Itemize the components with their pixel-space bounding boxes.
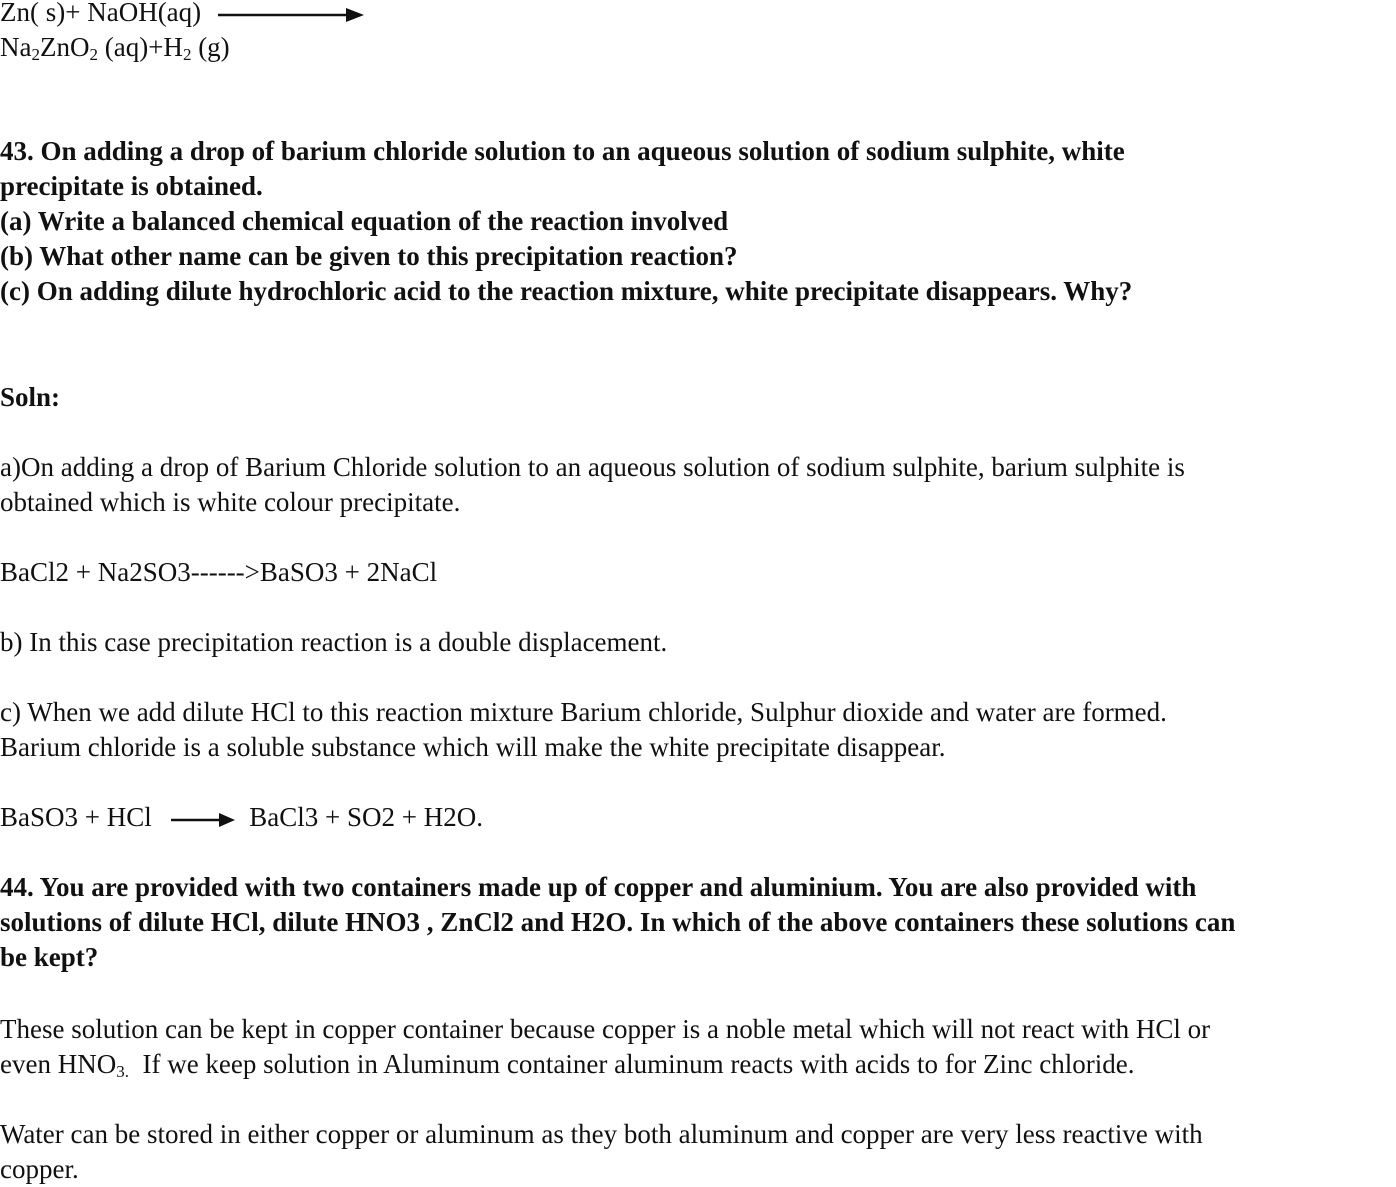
solution-heading: Soln:	[0, 382, 61, 412]
solution-equation-1: BaCl2 + Na2SO3------>BaSO3 + 2NaCl	[0, 557, 438, 587]
q43-part-c: (c) On adding dilute hydrochloric acid to the reaction mixture, white precipitate disappears. Why?	[0, 276, 1133, 306]
q44-answer-1-line-2: even $HNO_{3.}$ If we keep solution in Aluminum container aluminum reacts with acids to for Zinc chloride.	[0, 1049, 1135, 1081]
q44-title-line-3: be kept?	[0, 942, 99, 972]
equation-2-left: BaSO3 + HCl	[0, 802, 152, 832]
q44-answer-1-line-1: These solution can be kept in copper container because copper is a noble metal which will not react with HCl or	[0, 1014, 1211, 1044]
top-equation-products: $Na_2ZnO_2$ $(aq)+H_2$ (g)	[0, 32, 230, 64]
reaction-arrow-icon	[169, 812, 237, 828]
solution-b-line: b) In this case precipitation reaction is a double displacement.	[0, 627, 668, 657]
q43-title-line-2: precipitate is obtained.	[0, 171, 263, 201]
q43-part-b: (b) What other name can be given to this precipitation reaction?	[0, 241, 738, 271]
q43-part-a: (a) Write a balanced chemical equation of the reaction involved	[0, 206, 729, 236]
equation-2-right: BaCl3 + SO2 + H2O.	[249, 802, 483, 832]
solution-c-line-1: c) When we add dilute HCl to this reaction mixture Barium chloride, Sulphur dioxide and water are formed.	[0, 697, 1167, 727]
q44-title-line-1: 44. You are provided with two containers made up of copper and aluminium. You are also provided with	[0, 872, 1197, 902]
top-equation-reactants: Zn( s)+ NaOH(aq)	[0, 0, 202, 27]
q44-title-line-2: solutions of dilute HCl, dilute HNO3 , ZnCl2 and H2O. In which of the above containers these solutions can	[0, 907, 1236, 937]
solution-equation-2	[0, 800, 483, 835]
q43-title-line-1: 43. On adding a drop of barium chloride solution to an aqueous solution of sodium sulphite, white	[0, 136, 1125, 166]
q44-answer-2-line-1: Water can be stored in either copper or aluminum as they both aluminum and copper are very less reactive with	[0, 1119, 1203, 1149]
reaction-arrow-icon	[216, 7, 366, 23]
solution-a-line-1: a)On adding a drop of Barium Chloride solution to an aqueous solution of sodium sulphite, barium sulphite is	[0, 452, 1185, 482]
solution-c-line-2: Barium chloride is a soluble substance which will make the white precipitate disappear.	[0, 732, 946, 762]
q44-answer-2-line-2: copper.	[0, 1154, 79, 1184]
solution-a-line-2: obtained which is white colour precipitate.	[0, 487, 461, 517]
top-equation-reactants-line	[0, 0, 366, 30]
